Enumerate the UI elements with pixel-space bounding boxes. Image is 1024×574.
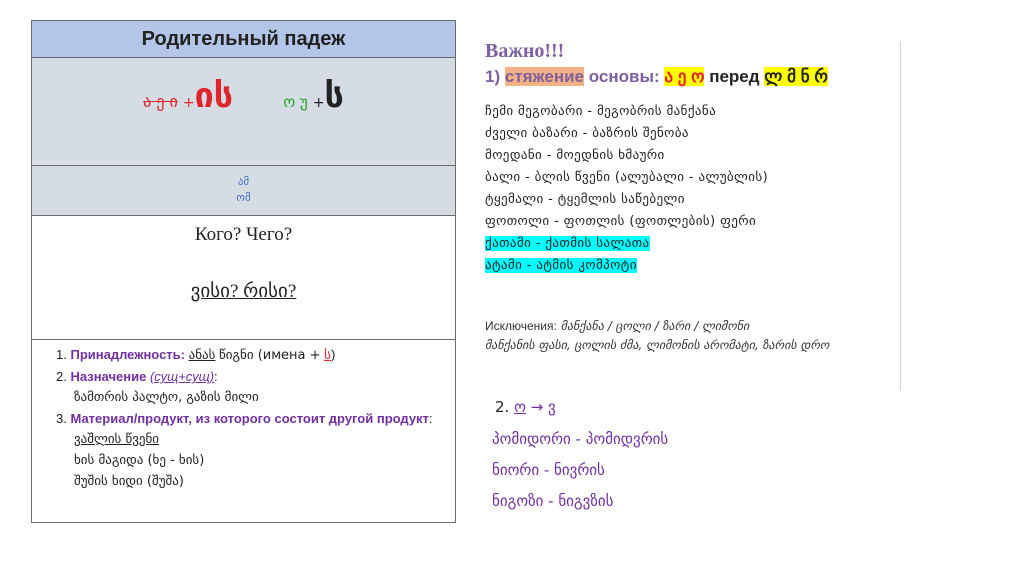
adj-endings-row <box>32 166 455 216</box>
example-7: ქათამი - ქათმის სალათა <box>485 236 650 251</box>
endings-row <box>32 58 455 166</box>
rule-1: 1) стяжение основы: ა ე ო перед ლ მ ნ რ <box>485 67 828 86</box>
adj-ending-2: ომ <box>236 191 251 204</box>
example-1: ჩემი მეგობარი - მეგობრის მანქანა <box>485 104 717 119</box>
example-5: ტყემალი - ტყემლის საწებელი <box>485 192 685 207</box>
table-title: Родительный падеж <box>141 28 346 50</box>
rules-panel <box>485 40 905 355</box>
example-2: ძველი ბაზარი - ბაზრის შენობა <box>485 126 689 141</box>
questions-row <box>32 216 455 340</box>
example-3: მოედანი - მოედნის ხმაური <box>485 148 665 163</box>
example-8: ატამი - ატმის კომპოტი <box>485 258 637 273</box>
questions-ge: ვისი? რისი? <box>190 281 297 302</box>
rule2-example-2: ნიორი - ნივრის <box>492 461 605 479</box>
examples-list <box>485 101 905 277</box>
rule2-example-1: პომიდორი - პომიდვრის <box>492 430 669 448</box>
rule2-example-3: ნიგოზი - ნიგვზის <box>492 492 614 510</box>
questions-ru: Кого? Чего? <box>194 224 293 245</box>
table-header <box>32 21 455 58</box>
use-item-2: 2. Назначение (сущ+сущ): ზამთრის პალტო, გაზის მილი <box>56 369 259 405</box>
use-item-3: 3. Материал/продукт, из которого состоит другой продукт: ვაშლის წვენი ხის მაგიდა (ხე - ხის) შუშის ხიდი (შუშა) <box>56 411 433 489</box>
important-heading: Важно!!! <box>485 40 565 62</box>
uses-row <box>32 340 455 522</box>
example-4: ბალი - ბლის წვენი (ალუბალი - ალუბლის) <box>485 170 769 185</box>
genitive-table <box>31 20 456 523</box>
dropped-vowels: ა ე ი <box>143 92 178 111</box>
plus-sign: + <box>182 95 195 111</box>
adj-ending-1: ამ <box>237 175 250 188</box>
plus-sign-2: + <box>312 95 325 111</box>
rule-2: 2. ო → ვ <box>495 398 556 416</box>
exceptions: Исключения: მანქანა / ცოლი / ზარი / ლიმონი მანქანის ფასი, ცოლის ძმა, ლიმონის არომატი, ზარის დრო <box>485 319 830 352</box>
example-6: ფოთოლი - ფოთლის (ფოთლების) ფერი <box>485 214 757 229</box>
use-item-1: 1. Принадлежность: ანას წიგნი (имена + ს) <box>56 347 336 363</box>
ending-is: ის <box>194 76 234 116</box>
ending-s: ს <box>324 76 344 116</box>
stem-vowels: ო უ <box>283 93 308 111</box>
